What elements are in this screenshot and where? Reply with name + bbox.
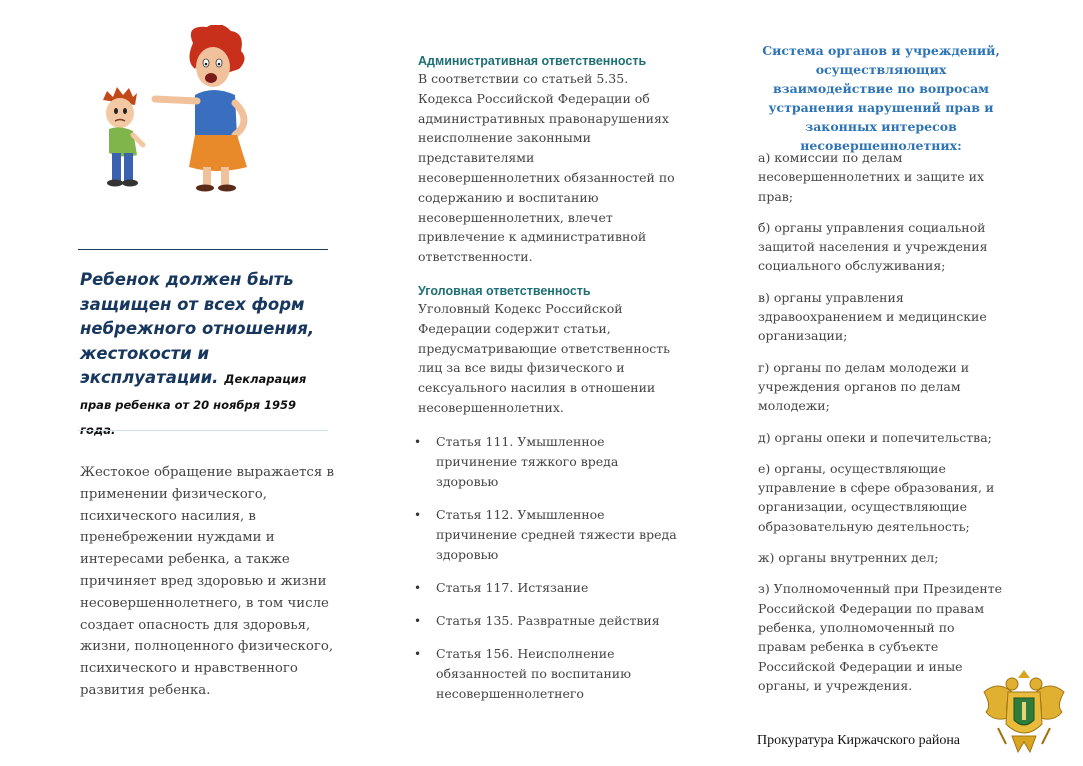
criminal-heading: Уголовная ответственность	[418, 284, 591, 298]
administrative-section	[418, 53, 680, 267]
administrative-text: В соответствии со статьей 5.35. Кодекса Российской Федерации об административных правонарушениях неисполнение законными представителями несовершеннолетних обязанностей по содержанию и воспитанию несовершеннолетних, влечет привлечение к административной ответственности.	[418, 71, 675, 265]
bullet-icon: •	[414, 581, 422, 595]
list-item: • Статья 111. Умышленное причинение тяжкого вреда здоровью	[414, 434, 619, 489]
rights-quote	[80, 268, 330, 443]
criminal-section	[418, 283, 680, 418]
scolding-woman-and-child-illustration	[95, 25, 270, 195]
bullet-icon: •	[414, 508, 422, 522]
divider-bottom	[78, 430, 328, 431]
articles-list	[414, 432, 680, 717]
woman-figure	[155, 25, 247, 191]
list-item: • Статья 156. Неисполнение обязанностей по воспитанию несовершеннолетнего	[414, 646, 631, 701]
divider-top	[78, 249, 328, 250]
quote-source: Декларация прав ребенка от 20 ноября 1959 года.	[80, 372, 307, 437]
list-item: е) органы, осуществляющие управление в сфере образования, и организации, осуществляющие образовательную деятельность;	[758, 460, 995, 534]
agencies-list	[758, 148, 1003, 707]
list-item: б) органы управления социальной защитой населения и учреждения социального обслуживания;	[758, 219, 988, 274]
quote-main: Ребенок должен быть защищен от всех форм небрежного отношения, жестокости и эксплуатации.	[80, 270, 315, 387]
list-item: • Статья 112. Умышленное причинение средней тяжести вреда здоровью	[414, 507, 677, 562]
list-item: • Статья 117. Истязание	[418, 578, 680, 598]
child-figure	[103, 87, 143, 187]
list-item: з) Уполномоченный при Президенте Российской Федерации по правам ребенка, уполномоченный по правам ребенка в субъекте Российской Федерации и иные органы, и учреждения.	[758, 581, 1003, 693]
bullet-icon: •	[414, 435, 422, 449]
list-item: в) органы управления здравоохранением и медицинские организации;	[758, 289, 987, 344]
prosecutor-emblem-icon	[978, 662, 1070, 760]
administrative-heading: Административная ответственность	[418, 54, 647, 68]
list-item: д) органы опеки и попечительства;	[758, 429, 992, 445]
criminal-text: Уголовный Кодекс Российской Федерации содержит статьи, предусматривающие ответственность лиц за все виды физического и сексуального насилия в отношении несовершеннолетних.	[418, 301, 670, 415]
list-item: г) органы по делам молодежи и учреждения органов по делам молодежи;	[758, 359, 970, 414]
abuse-definition-text: Жестокое обращение выражается в применении физического, психического насилия, в пренебрежении нуждами и интересами ребенка, а также причиняет вред здоровью и жизни несовершеннолетнего, в том числе создает опасность для здоровья, жизни, полноценного физического, психического и нравственного развития ребенка.	[80, 465, 334, 698]
agencies-title: Система органов и учреждений, осуществляющих взаимодействие по вопросам устранения нарушений прав и законных интересов несовершеннолетних:	[762, 43, 1000, 153]
list-item: а) комиссии по делам несовершеннолетних и защите их прав;	[758, 150, 985, 204]
list-item: • Статья 135. Развратные действия	[418, 611, 680, 631]
list-item: ж) органы внутренних дел;	[758, 550, 939, 566]
footer-organization: Прокуратура Киржачского района	[757, 733, 961, 748]
bullet-icon: •	[414, 647, 422, 661]
bullet-icon: •	[414, 614, 422, 628]
